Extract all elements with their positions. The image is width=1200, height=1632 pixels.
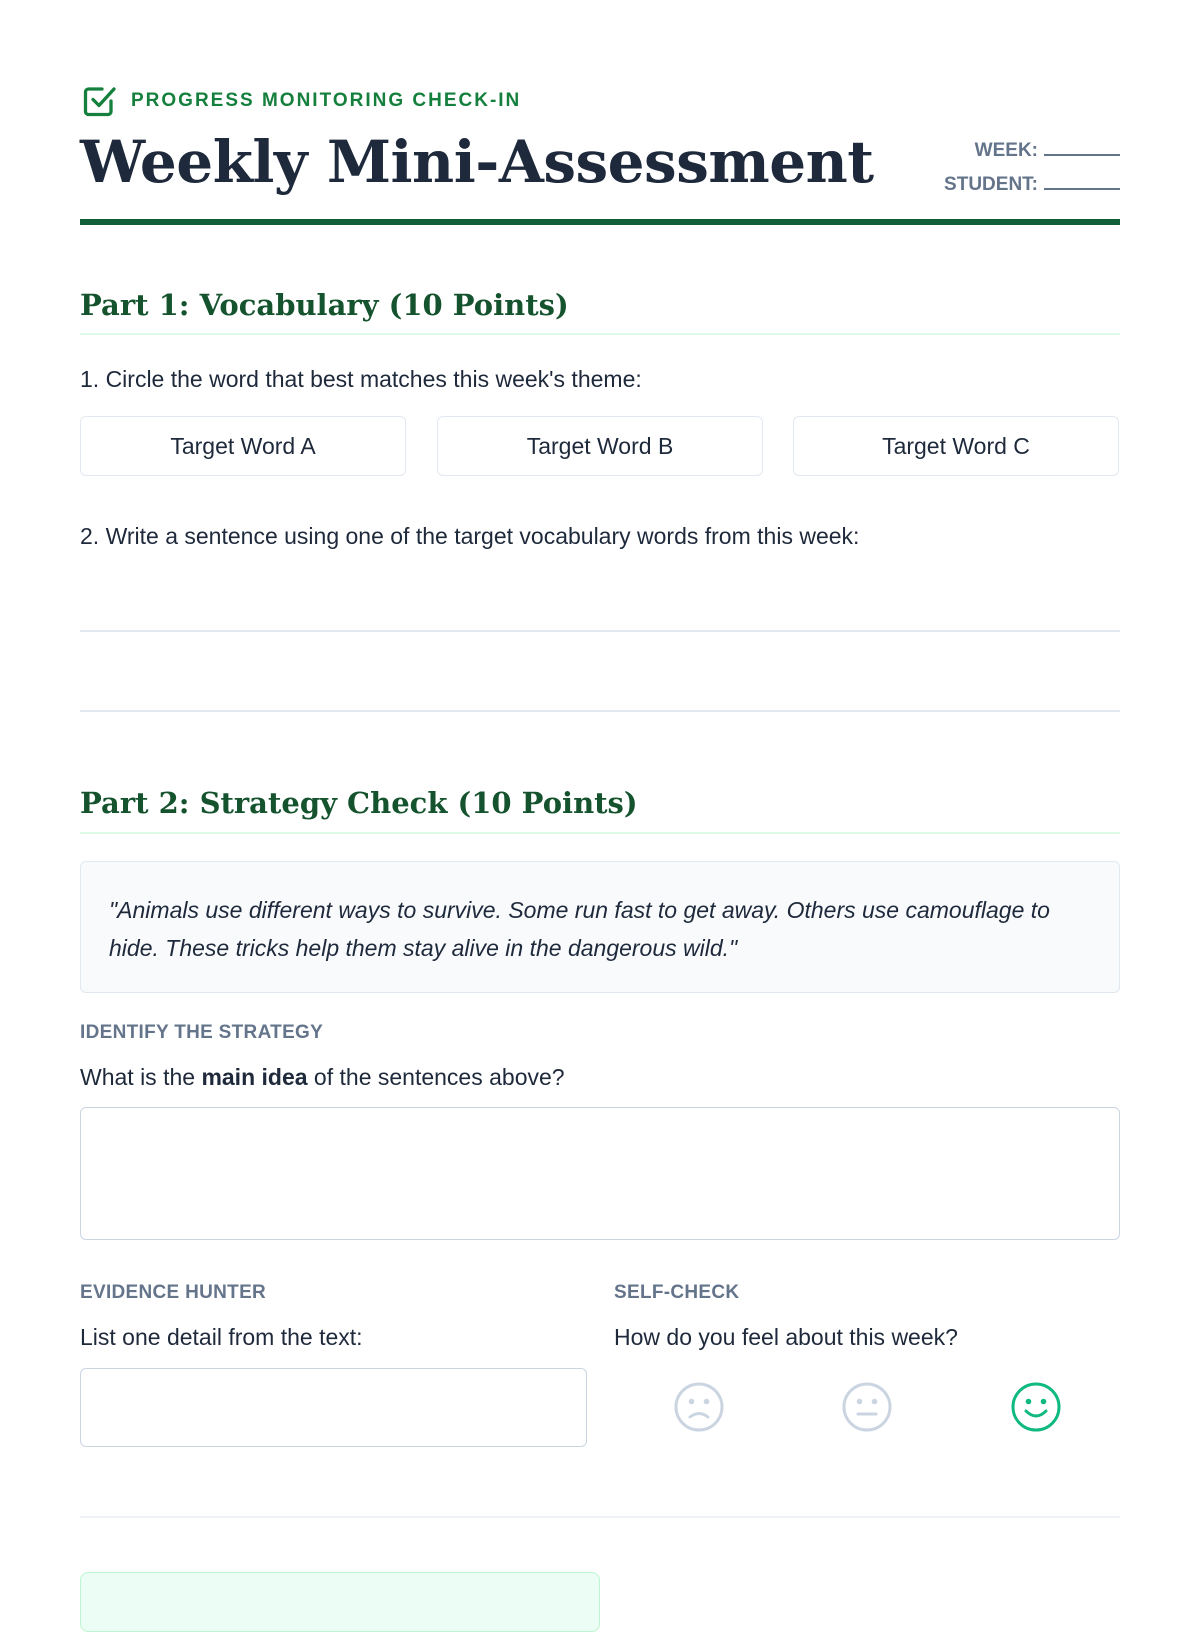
main-idea-answer-box[interactable] (80, 1107, 1120, 1240)
student-label: STUDENT: (944, 174, 1038, 195)
self-check-prompt: How do you feel about this week? (614, 1324, 958, 1350)
answer-line-2[interactable] (80, 710, 1120, 712)
part1-title: Part 1: Vocabulary (10 Points) (80, 288, 569, 322)
word-option-b[interactable]: Target Word B (437, 416, 763, 476)
header-divider (80, 219, 1120, 225)
evidence-label: EVIDENCE HUNTER (80, 1282, 267, 1303)
eyebrow (81, 83, 521, 119)
question-1: 1. Circle the word that best matches this week's theme: (80, 366, 642, 392)
part1-divider (80, 333, 1120, 335)
evidence-prompt: List one detail from the text: (80, 1324, 363, 1350)
question-2: 2. Write a sentence using one of the target vocabulary words from this week: (80, 523, 860, 549)
evidence-answer-box[interactable] (80, 1368, 587, 1447)
week-blank[interactable] (1044, 136, 1120, 156)
score-box (80, 1572, 600, 1632)
identify-label: IDENTIFY THE STRATEGY (80, 1022, 324, 1043)
checkbox-icon (81, 83, 117, 119)
identify-prompt-before: What is the (80, 1064, 202, 1090)
word-option-a[interactable]: Target Word A (80, 416, 406, 476)
identify-prompt (80, 1061, 565, 1093)
identify-prompt-bold: main idea (201, 1064, 308, 1090)
student-meta (944, 134, 1120, 202)
self-check-label: SELF-CHECK (614, 1282, 740, 1303)
happy-face-icon[interactable] (1010, 1381, 1062, 1433)
bottom-divider (80, 1516, 1120, 1518)
sad-face-icon[interactable] (673, 1381, 725, 1433)
answer-line-1[interactable] (80, 630, 1120, 632)
part2-title: Part 2: Strategy Check (10 Points) (80, 786, 638, 820)
week-label: WEEK: (974, 140, 1038, 161)
week-field[interactable] (944, 134, 1120, 168)
neutral-face-icon[interactable] (841, 1381, 893, 1433)
word-option-c[interactable]: Target Word C (793, 416, 1119, 476)
reading-passage: "Animals use different ways to survive. Some run fast to get away. Others use camouflage to hide. These tricks help them stay alive in the dangerous wild." (80, 861, 1120, 993)
student-field[interactable] (944, 168, 1120, 202)
eyebrow-text: PROGRESS MONITORING CHECK-IN (131, 90, 522, 111)
identify-prompt-after: of the sentences above? (307, 1064, 565, 1090)
part2-divider (80, 832, 1120, 834)
student-blank[interactable] (1044, 170, 1120, 190)
page-title: Weekly Mini-Assessment (80, 128, 874, 196)
